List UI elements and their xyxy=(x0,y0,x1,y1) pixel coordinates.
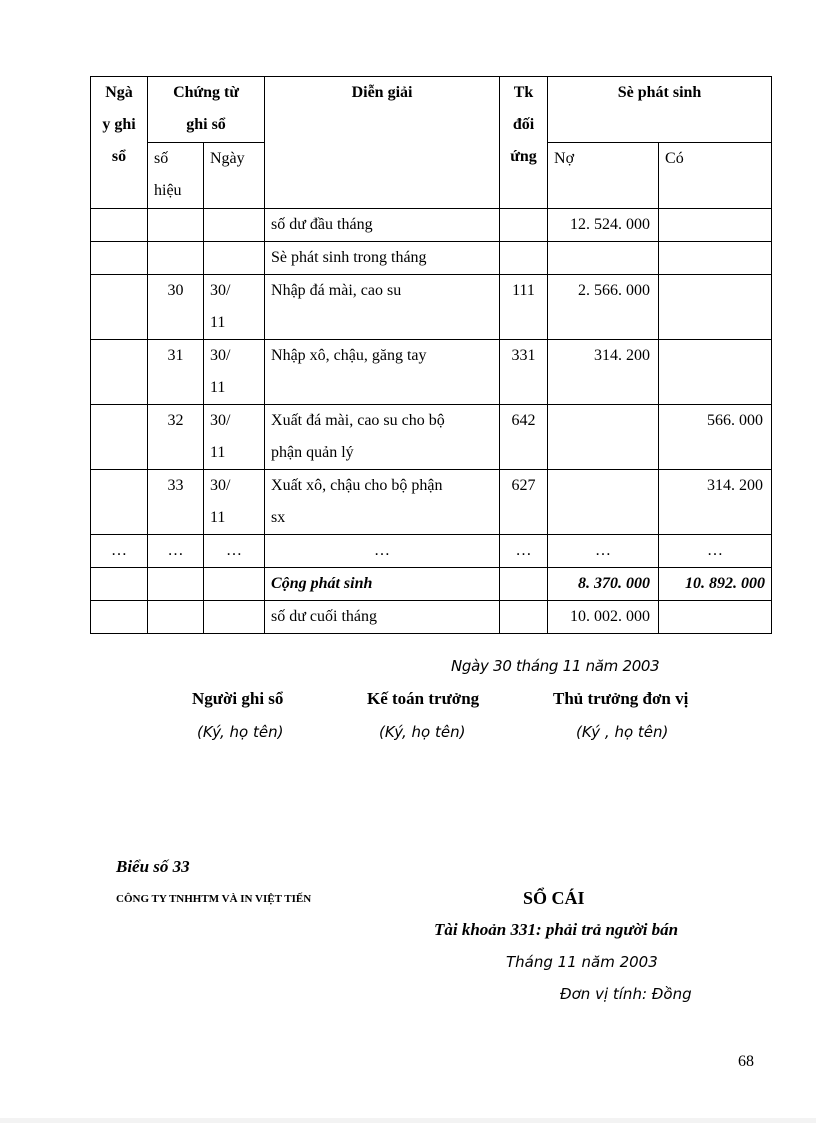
cell-ngay-ct xyxy=(204,568,265,601)
cell-tk xyxy=(500,601,548,634)
cell-ngay: … xyxy=(91,535,148,568)
sign-note-1: (Ký, họ tên) xyxy=(197,723,284,741)
cell-co: … xyxy=(659,535,772,568)
header-ngay-chung-tu xyxy=(204,143,265,209)
cell-ngay xyxy=(91,275,148,340)
header-ngay-chung-tu-label: Ngày xyxy=(210,150,245,167)
header-no xyxy=(548,143,659,209)
signer-thu-truong: Thủ trưởng đơn vị xyxy=(553,689,689,708)
signer-nguoi-ghi-so: Người ghi sổ xyxy=(192,689,284,708)
cell-dien-giai xyxy=(265,568,500,601)
cell-dien-giai-line1: Cộng phát sinh xyxy=(271,575,373,592)
cell-no: 12. 524. 000 xyxy=(548,209,659,242)
header-ngay-ghi-so xyxy=(91,77,148,209)
cell-ngay-ct-line2: 11 xyxy=(210,379,226,396)
cell-no: 2. 566. 000 xyxy=(548,275,659,340)
cell-so-hieu xyxy=(148,209,204,242)
table-row xyxy=(91,405,772,470)
page-number: 68 xyxy=(738,1053,754,1070)
header-so-phat-sinh xyxy=(548,77,772,143)
company-name: CÔNG TY TNHHTM VÀ IN VIỆT TIẾN xyxy=(116,893,312,905)
cell-dien-giai-line1: số dư đầu tháng xyxy=(271,216,373,233)
cell-dien-giai-line1: Sè phát sinh trong tháng xyxy=(271,249,427,266)
cell-tk: 111 xyxy=(500,275,548,340)
header-co xyxy=(659,143,772,209)
cell-so-hieu: 30 xyxy=(148,275,204,340)
cell-co: 314. 200 xyxy=(659,470,772,535)
cell-dien-giai xyxy=(265,535,500,568)
cell-co xyxy=(659,340,772,405)
so-cai-title: SỔ CÁI xyxy=(523,888,585,908)
table-row xyxy=(91,242,772,275)
cell-ngay-ct-line1: 30/ xyxy=(210,282,231,299)
cell-tk xyxy=(500,568,548,601)
cell-tk: … xyxy=(500,535,548,568)
cell-co: 566. 000 xyxy=(659,405,772,470)
table-row xyxy=(91,340,772,405)
cell-no xyxy=(548,470,659,535)
cell-dien-giai xyxy=(265,209,500,242)
cell-co xyxy=(659,275,772,340)
cell-ngay-ct xyxy=(204,470,265,535)
table-row xyxy=(91,535,772,568)
header-dien-giai-label: Diễn giải xyxy=(351,84,413,101)
cell-so-hieu xyxy=(148,242,204,275)
table-row xyxy=(91,209,772,242)
cell-tk: 642 xyxy=(500,405,548,470)
cell-dien-giai-line1: … xyxy=(374,542,391,559)
cell-ngay xyxy=(91,209,148,242)
cell-co xyxy=(659,601,772,634)
header-chung-tu xyxy=(148,77,265,143)
cell-ngay-ct-line1: 30/ xyxy=(210,412,231,429)
bieu-so-label: Biểu số 33 xyxy=(116,857,190,876)
cell-tk xyxy=(500,242,548,275)
cell-dien-giai-line1: Xuất đá mài, cao su cho bộ xyxy=(271,412,445,429)
date-line: Ngày 30 tháng 11 năm 2003 xyxy=(451,657,660,675)
header-so-hieu-line1: số xyxy=(154,150,169,167)
cell-no xyxy=(548,405,659,470)
cell-tk: 627 xyxy=(500,470,548,535)
cell-ngay-ct xyxy=(204,275,265,340)
cell-so-hieu xyxy=(148,601,204,634)
header-chung-tu-line1: Chứng từ xyxy=(173,84,239,101)
cell-so-hieu: 31 xyxy=(148,340,204,405)
header-ngay-line1: Ngà xyxy=(105,84,133,101)
cell-co xyxy=(659,242,772,275)
cell-dien-giai xyxy=(265,405,500,470)
cell-tk: 331 xyxy=(500,340,548,405)
cell-ngay-ct xyxy=(204,209,265,242)
cell-ngay-ct-line2: 11 xyxy=(210,509,226,526)
cell-no: 10. 002. 000 xyxy=(548,601,659,634)
sign-note-3: (Ký , họ tên) xyxy=(576,723,669,741)
cell-dien-giai xyxy=(265,340,500,405)
unit-line: Đơn vị tính: Đồng xyxy=(560,985,692,1003)
cell-ngay-ct xyxy=(204,601,265,634)
table-row xyxy=(91,601,772,634)
table-row xyxy=(91,275,772,340)
account-title: Tài khoản 331: phải trả người bán xyxy=(434,920,679,939)
cell-dien-giai-line2: phận quản lý xyxy=(271,444,354,461)
cell-ngay-ct xyxy=(204,405,265,470)
cell-ngay-ct-line1: … xyxy=(226,542,242,559)
header-so-phat-sinh-label: Sè phát sinh xyxy=(617,84,702,101)
cell-so-hieu xyxy=(148,568,204,601)
cell-dien-giai xyxy=(265,275,500,340)
cell-dien-giai xyxy=(265,242,500,275)
cell-ngay xyxy=(91,405,148,470)
cell-ngay xyxy=(91,242,148,275)
header-tk-doi-ung xyxy=(500,77,548,209)
cell-no: 8. 370. 000 xyxy=(548,568,659,601)
cell-ngay-ct-line2: 11 xyxy=(210,314,226,331)
cell-ngay xyxy=(91,601,148,634)
header-tk-line2: đối xyxy=(512,116,535,133)
cell-dien-giai xyxy=(265,601,500,634)
header-tk-line1: Tk xyxy=(513,84,534,101)
cell-ngay xyxy=(91,340,148,405)
cell-no: … xyxy=(548,535,659,568)
header-chung-tu-line2: ghi sổ xyxy=(186,116,226,133)
cell-so-hieu: … xyxy=(148,535,204,568)
cell-dien-giai-line2: sx xyxy=(271,509,286,526)
header-so-hieu xyxy=(148,143,204,209)
header-ngay-line3: sổ xyxy=(111,148,127,165)
header-ngay-line2: y ghi xyxy=(102,116,136,133)
month-line: Tháng 11 năm 2003 xyxy=(506,953,658,971)
cell-no xyxy=(548,242,659,275)
cell-dien-giai xyxy=(265,470,500,535)
cell-ngay-ct-line1: 30/ xyxy=(210,347,231,364)
header-tk-line3: ứng xyxy=(510,148,537,165)
header-so-hieu-line2: hiệu xyxy=(154,182,182,199)
cell-so-hieu: 33 xyxy=(148,470,204,535)
cell-ngay-ct-line2: 11 xyxy=(210,444,226,461)
ledger-table xyxy=(90,76,772,634)
cell-ngay xyxy=(91,568,148,601)
cell-dien-giai-line1: số dư cuối tháng xyxy=(271,608,378,625)
page-bottom-band xyxy=(0,1118,816,1123)
signer-ke-toan-truong: Kế toán trưởng xyxy=(367,689,480,708)
cell-dien-giai-line1: Xuất xô, chậu cho bộ phận xyxy=(271,477,443,494)
cell-co xyxy=(659,209,772,242)
cell-ngay-ct xyxy=(204,340,265,405)
header-co-label: Có xyxy=(665,150,684,167)
sign-note-2: (Ký, họ tên) xyxy=(379,723,466,741)
cell-no: 314. 200 xyxy=(548,340,659,405)
cell-ngay-ct xyxy=(204,242,265,275)
cell-tk xyxy=(500,209,548,242)
cell-dien-giai-line1: Nhập đá mài, cao su xyxy=(271,282,402,299)
cell-dien-giai-line1: Nhập xô, chậu, găng tay xyxy=(271,347,427,364)
cell-so-hieu: 32 xyxy=(148,405,204,470)
header-dien-giai xyxy=(265,77,500,209)
header-no-label: Nợ xyxy=(554,150,575,167)
cell-co: 10. 892. 000 xyxy=(659,568,772,601)
cell-ngay xyxy=(91,470,148,535)
cell-ngay-ct xyxy=(204,535,265,568)
table-row-total xyxy=(91,568,772,601)
table-row xyxy=(91,470,772,535)
cell-ngay-ct-line1: 30/ xyxy=(210,477,231,494)
